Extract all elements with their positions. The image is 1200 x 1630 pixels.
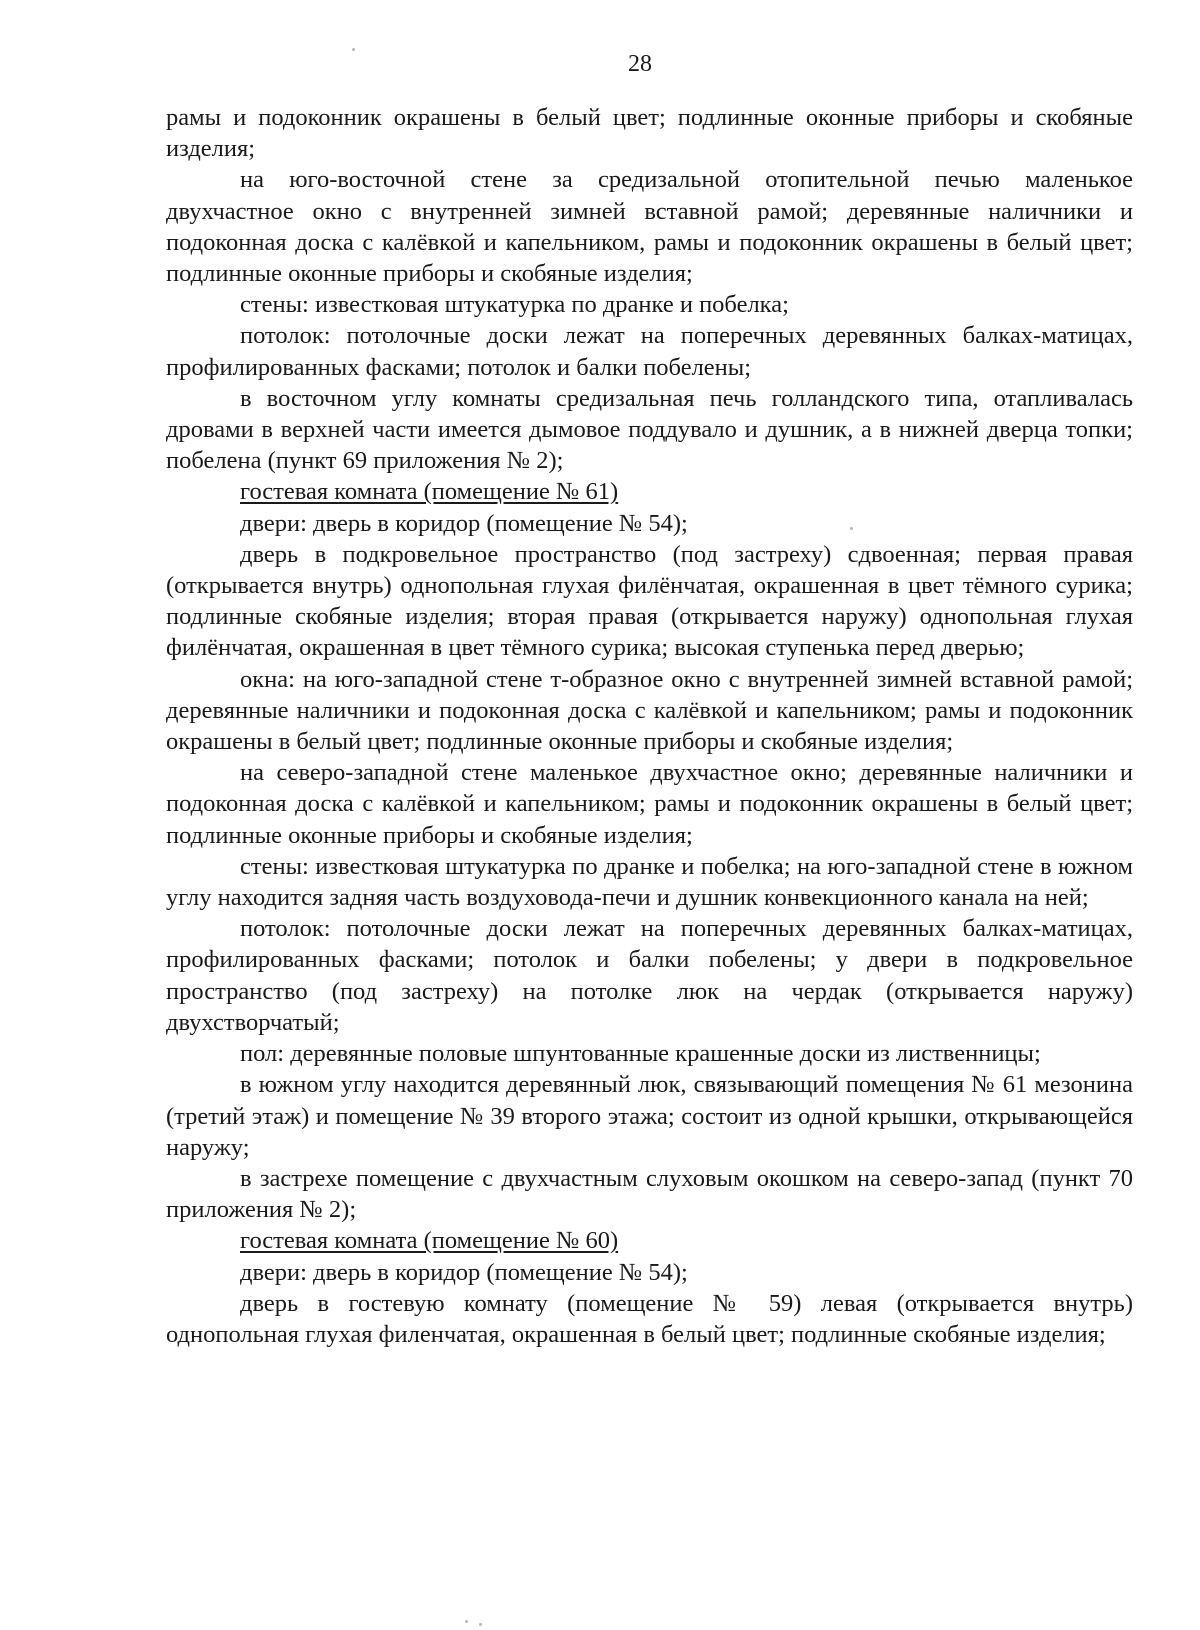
paragraph: пол: деревянные половые шпунтованные крашенные доски из лиственницы; [240, 1040, 1041, 1068]
scan-speck [352, 48, 355, 51]
paragraph: на юго-восточной стене за средизальной отопительной печью маленькое двухчастное окно с внутренней зимней вставной рамой; деревянные наличники и подоконная доска с калёвкой и капельником, рамы и подоконник окрашены в белый цвет; подлинные оконные приборы и скобяные изделия; [166, 166, 1133, 288]
paragraph: на северо-западной стене маленькое двухчастное окно; деревянные наличники и подоконная доска с калёвкой и капельником; рамы и подоконник окрашены в белый цвет; подлинные оконные приборы и скобяные изделия; [166, 759, 1133, 849]
paragraph: в застрехе помещение с двухчастным слуховым окошком на северо-запад (пункт 70 приложения № 2); [166, 1164, 1133, 1224]
paragraph: потолок: потолочные доски лежат на поперечных деревянных балках-матицах, профилированных фасками; потолок и балки побелены; [166, 322, 1133, 381]
paragraph: двери: дверь в коридор (помещение № 54); [240, 509, 688, 537]
paragraph: двери: дверь в коридор (помещение № 54); [240, 1258, 688, 1286]
paragraph: в восточном углу комнаты средизальная печь голландского типа, отапливалась дровами в верхней части имеется дымовое поддувало и душник, а в нижней дверца топки; побелена (пункт 69 приложения № 2); [166, 384, 1133, 475]
section-heading [166, 1225, 1133, 1256]
paragraph: рамы и подоконник окрашены в белый цвет; подлинные оконные приборы и скобяные изделия; [166, 104, 1133, 163]
scan-speck [479, 1623, 482, 1626]
paragraph: стены: известковая штукатурка по дранке и побелка; [240, 291, 789, 319]
section-heading-text: гостевая комната (помещение № 60) [240, 1227, 619, 1255]
paragraph: стены: известковая штукатурка по дранке и побелка; на юго-западной стене в южном углу находится задняя часть воздуховода-печи и душник конвекционного канала на ней; [166, 852, 1133, 912]
paragraph: в южном углу находится деревянный люк, связывающий помещения № 61 мезонина (третий этаж) и помещение № 39 второго этажа; состоит из одной крышки, открывающейся наружу; [166, 1071, 1133, 1161]
paragraph: окна: на юго-западной стене т-образное окно с внутренней зимней вставной рамой; деревянные наличники и подоконная доска с калёвкой и капельником; рамы и подоконник окрашены в белый цвет; подлинные оконные приборы и скобяные изделия; [166, 665, 1133, 756]
paragraph: потолок: потолочные доски лежат на поперечных деревянных балках-матицах, профилированных фасками; потолок и балки побелены; у двери в подкровельное пространство (под застреху) на потолке люк на чердак (открывается наружу) двухстворчатый; [166, 915, 1133, 1036]
section-heading [166, 476, 1133, 507]
scan-speck [850, 527, 853, 530]
page-number: 28 [628, 51, 652, 77]
paragraph: дверь в гостевую комнату (помещение № 59) левая (открывается внутрь) однопольная глухая филенчатая, окрашенная в белый цвет; подлинные скобяные изделия; [166, 1289, 1133, 1348]
section-heading-text: гостевая комната (помещение № 61) [240, 478, 619, 506]
paragraph: дверь в подкровельное пространство (под застреху) сдвоенная; первая правая (открывается внутрь) однопольная глухая филёнчатая, окрашенная в цвет тёмного сурика; подлинные скобяные изделия; вторая правая (открывается наружу) однопольная глухая филёнчатая, окрашенная в цвет тёмного сурика; высокая ступенька перед дверью; [166, 540, 1133, 662]
document-body [166, 102, 1133, 1350]
scan-speck [465, 1620, 468, 1623]
